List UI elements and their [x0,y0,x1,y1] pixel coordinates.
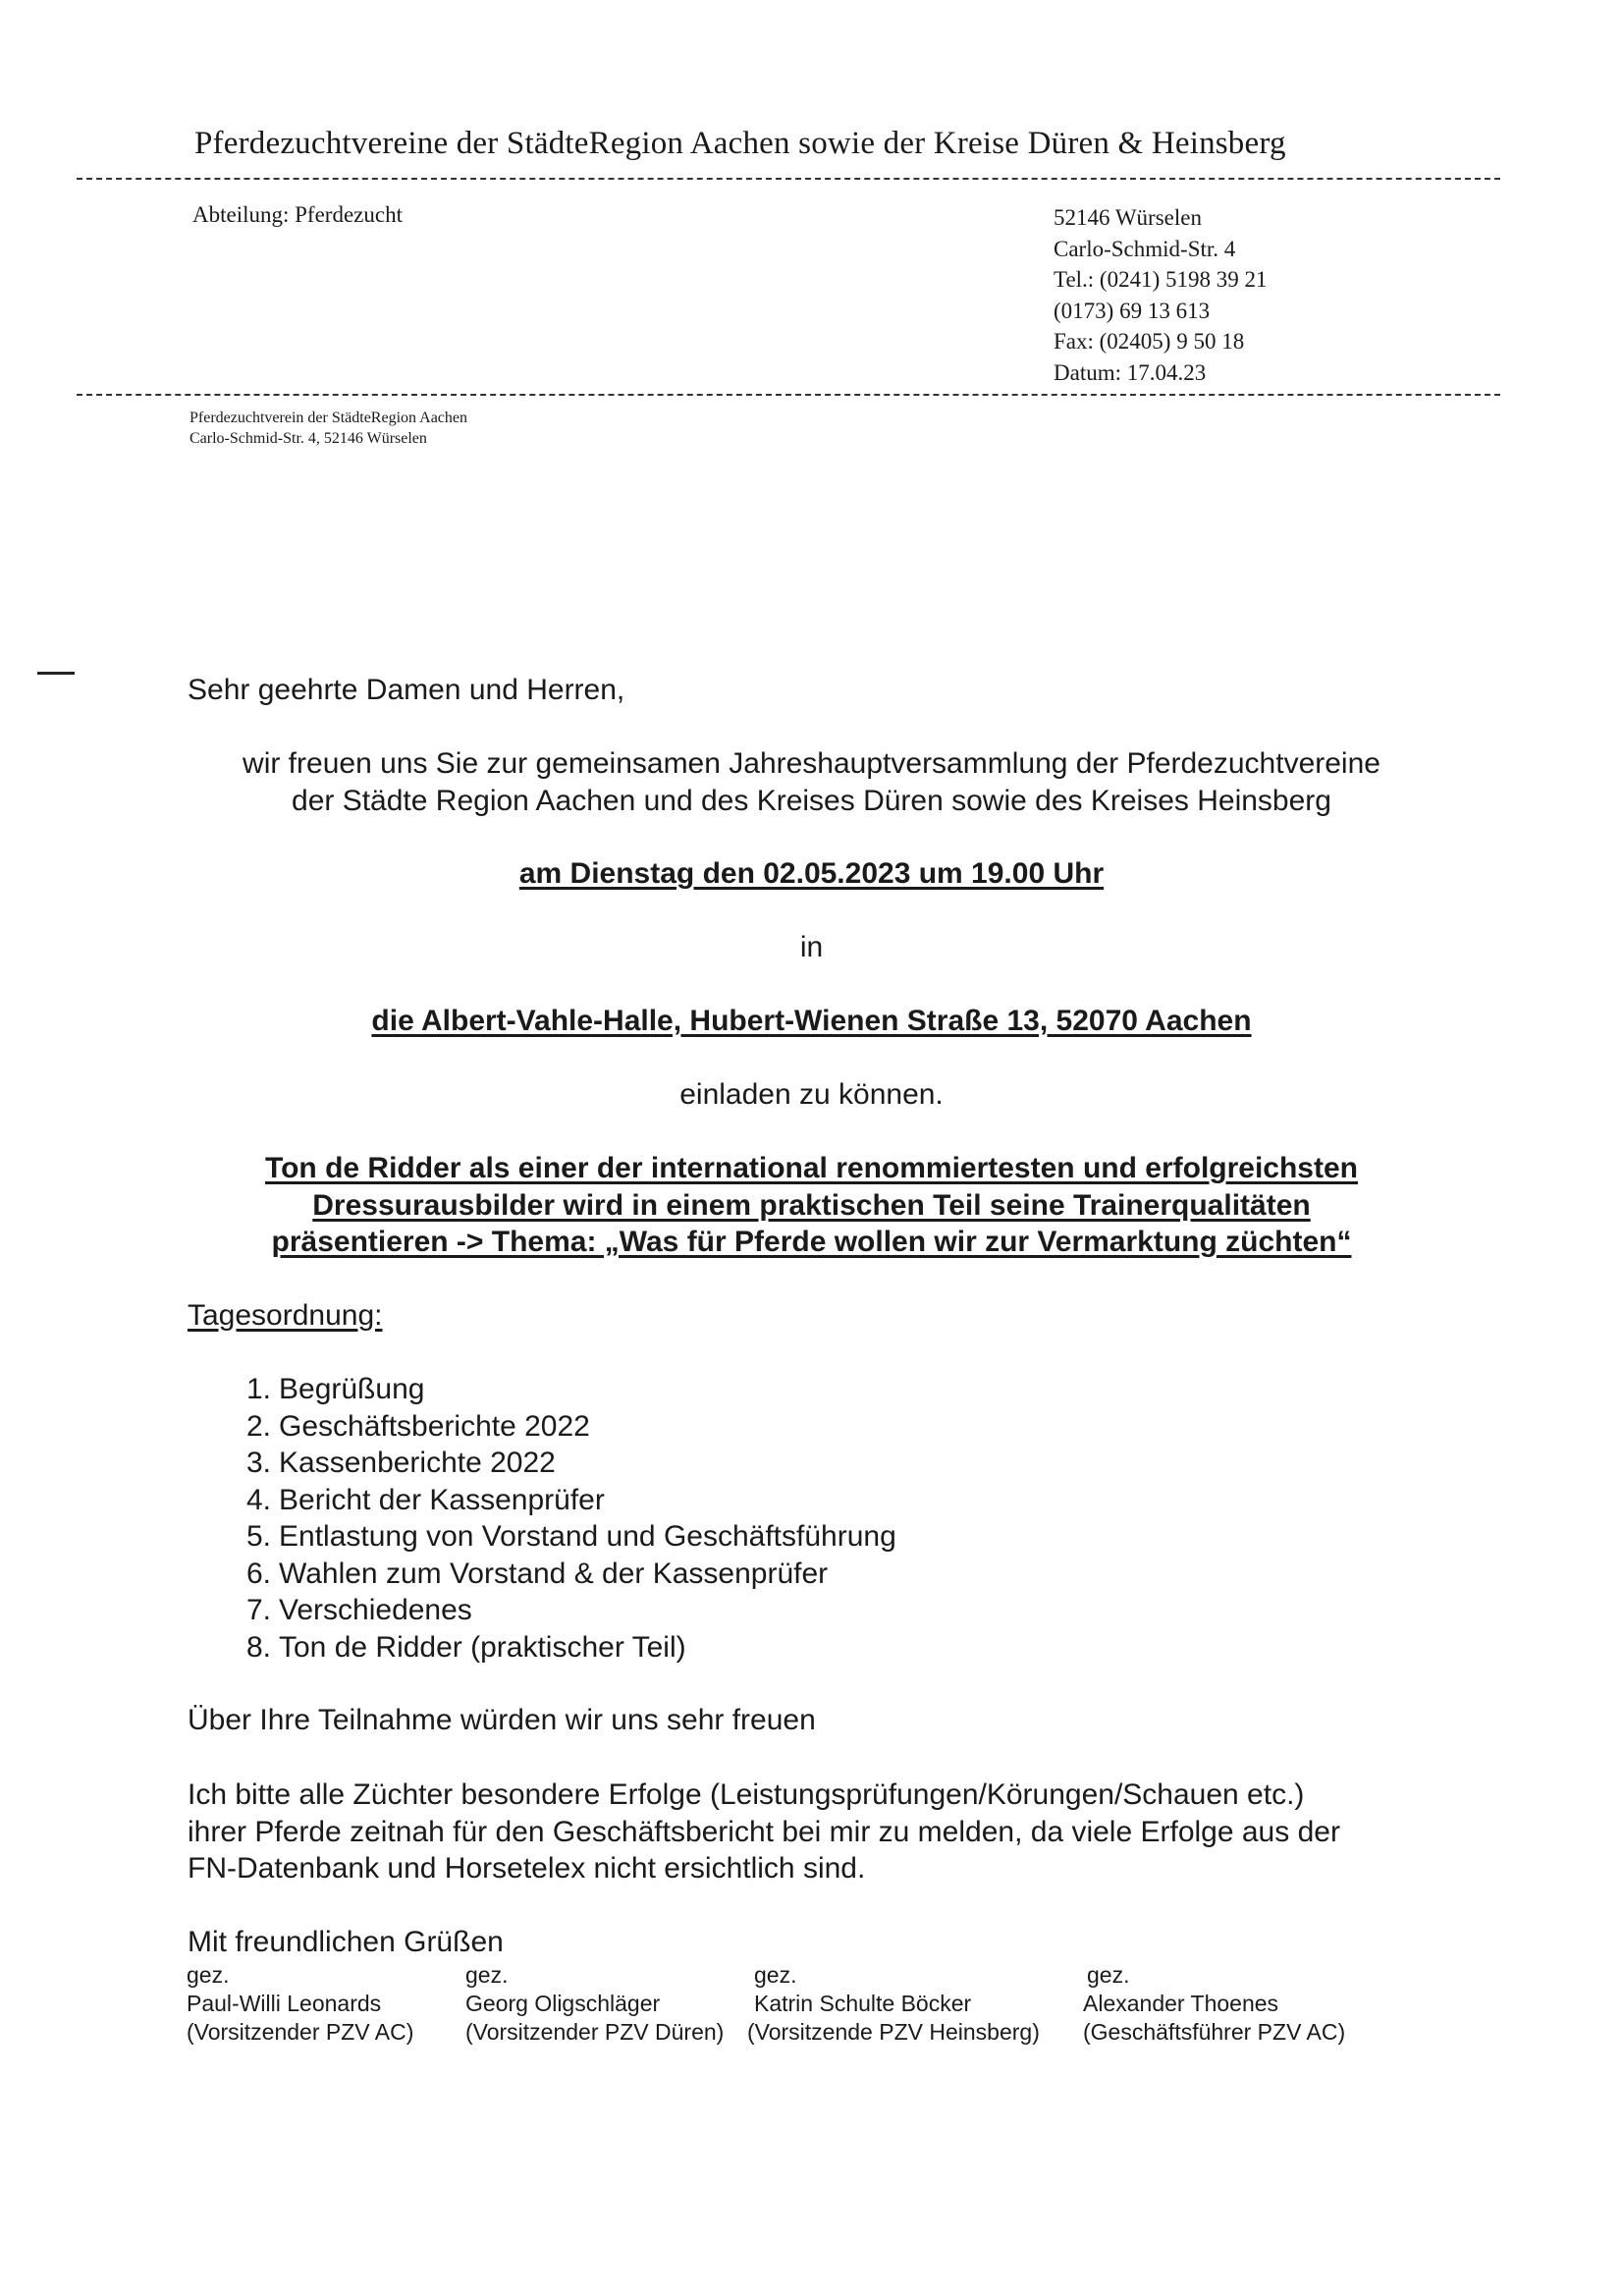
address-phone: Tel.: (0241) 5198 39 21 [1054,267,1268,292]
closing-greeting: Mit freundlichen Grüßen [188,1926,504,1958]
highlight-line: Ton de Ridder als einer der international renommiertesten und erfolgreichsten [264,1152,1358,1184]
header-divider-bottom [77,394,1500,396]
event-venue [0,1003,1623,1040]
signature-gez: gez. [187,1962,230,1988]
signature-oligschlaeger [465,1961,724,2047]
agenda-item-number: 4. [245,1483,271,1516]
agenda-item-text: Begrüßung [279,1373,425,1405]
event-date-time-text: am Dienstag den 02.05.2023 um 19.00 Uhr [518,857,1105,890]
department-label: Abteilung: Pferdezucht [192,202,403,227]
in-word: in [799,931,824,963]
sender-return-address [189,408,467,449]
signature-block [0,1961,1623,2050]
agenda-item-number: 8. [245,1630,271,1664]
agenda-item [226,1482,896,1519]
signature-gez: gez. [1087,1962,1130,1988]
guest-highlight [0,1150,1623,1261]
address-mobile: (0173) 69 13 613 [1054,298,1211,323]
intro-paragraph [0,745,1623,819]
agenda-item [226,1371,896,1408]
signature-name: Paul-Willi Leonards [187,1991,382,2016]
signature-name: Georg Oligschläger [465,1991,661,2016]
sender-line: Carlo-Schmid-Str. 4, 52146 Würselen [189,430,427,447]
request-line: ihrer Pferde zeitnah für den Geschäftsbericht bei mir zu melden, da viele Erfolge aus der [188,1815,1340,1848]
request-paragraph [188,1777,1340,1887]
agenda-item-text: Ton de Ridder (praktischer Teil) [279,1630,686,1664]
agenda-item [226,1518,896,1556]
signature-gez: gez. [754,1962,797,1988]
letter-date: Datum: 17.04.23 [1054,359,1207,385]
signature-role: (Geschäftsführer PZV AC) [1083,2019,1346,2045]
signature-schulte-boecker [747,1961,1040,2047]
agenda-item [226,1445,896,1482]
agenda-item-number: 1. [245,1373,271,1405]
agenda-item-number: 6. [245,1557,271,1590]
request-line: FN-Datenbank und Horsetelex nicht ersichtlich sind. [188,1852,866,1885]
agenda-item-text: Verschiedenes [279,1594,472,1626]
agenda-item-text: Kassenberichte 2022 [279,1447,556,1479]
agenda-item-number: 2. [245,1409,271,1443]
intro-line: der Städte Region Aachen und des Kreises Düren sowie des Kreises Heinsberg [292,784,1331,817]
fold-mark [37,672,75,675]
agenda-item-text: Entlastung von Vorstand und Geschäftsführung [279,1520,896,1553]
signature-gez: gez. [465,1962,509,1988]
contact-address-block [1054,202,1268,388]
intro-line: wir freuen uns Sie zur gemeinsamen Jahreshauptversammlung der Pferdezuchtvereine [243,747,1380,780]
signature-role: (Vorsitzender PZV AC) [187,2019,414,2045]
signature-leonards [187,1961,413,2047]
highlight-line: Dressurausbilder wird in einem praktischen Teil seine Trainerqualitäten [312,1188,1311,1222]
signature-name: Katrin Schulte Böcker [754,1991,972,2016]
highlight-line: präsentieren -> Thema: „Was für Pferde wollen wir zur Vermarktung züchten“ [271,1226,1352,1258]
header-divider-top [77,178,1500,180]
agenda-item-number: 3. [245,1447,271,1479]
address-fax: Fax: (02405) 9 50 18 [1054,329,1245,354]
agenda-title-text: Tagesordnung: [188,1299,383,1332]
address-city: 52146 Würselen [1054,205,1202,230]
agenda-item-text: Wahlen zum Vorstand & der Kassenprüfer [279,1557,829,1590]
signature-role: (Vorsitzende PZV Heinsberg) [747,2019,1040,2045]
signature-name: Alexander Thoenes [1083,1991,1279,2016]
signature-role: (Vorsitzender PZV Düren) [465,2019,725,2045]
address-street: Carlo-Schmid-Str. 4 [1054,236,1236,261]
agenda-item-text: Bericht der Kassenprüfer [279,1483,605,1516]
signature-thoenes [1083,1961,1345,2047]
event-date-time [0,855,1623,893]
salutation: Sehr geehrte Damen und Herren, [188,674,625,706]
agenda-item-number: 5. [245,1520,271,1553]
organization-title: Pferdezuchtvereine der StädteRegion Aachen sowie der Kreise Düren & Heinsberg [194,126,1286,161]
agenda-list [226,1371,896,1666]
agenda-title [188,1297,383,1335]
event-venue-text: die Albert-Vahle-Halle, Hubert-Wienen Straße 13, 52070 Aachen [371,1005,1252,1037]
agenda-item-number: 7. [245,1594,271,1626]
invite-end: einladen zu können. [679,1078,944,1111]
agenda-item [226,1556,896,1593]
agenda-item-text: Geschäftsberichte 2022 [279,1409,590,1443]
agenda-item [226,1408,896,1446]
sender-line: Pferdezuchtverein der StädteRegion Aachen [189,410,467,426]
agenda-item [226,1629,896,1667]
agenda-item [226,1592,896,1629]
participation-note: Über Ihre Teilnahme würden wir uns sehr freuen [188,1704,816,1736]
request-line: Ich bitte alle Züchter besondere Erfolge (Leistungsprüfungen/Körungen/Schauen etc.) [188,1778,1305,1811]
